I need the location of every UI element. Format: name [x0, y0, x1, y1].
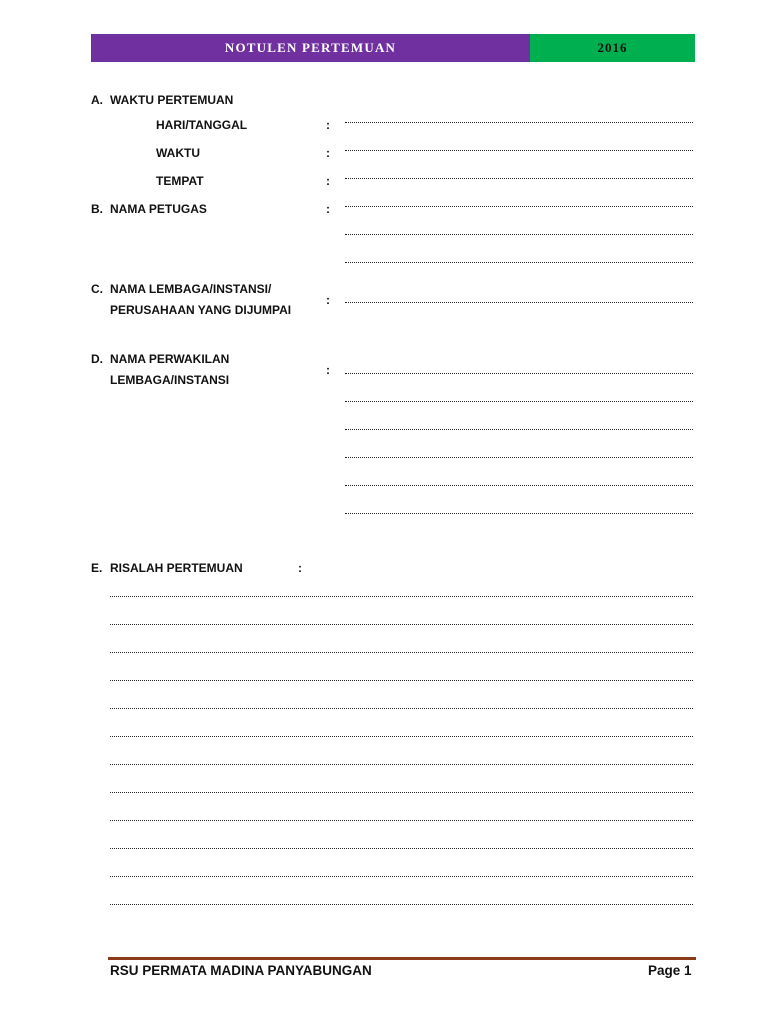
perwakilan-dotted-line[interactable]	[345, 373, 693, 374]
risalah-dotted-line[interactable]	[110, 596, 693, 597]
section-b-title: NAMA PETUGAS	[110, 202, 207, 216]
petugas-dotted-line[interactable]	[345, 206, 693, 207]
colon: :	[326, 293, 330, 307]
field-tempat-label: TEMPAT	[156, 174, 204, 188]
colon: :	[298, 561, 302, 575]
perwakilan-dotted-line[interactable]	[345, 429, 693, 430]
section-d-label: D.	[91, 352, 103, 366]
section-a-title: WAKTU PERTEMUAN	[110, 93, 234, 107]
colon: :	[326, 363, 330, 377]
perwakilan-dotted-line[interactable]	[345, 457, 693, 458]
risalah-dotted-line[interactable]	[110, 680, 693, 681]
section-a-label: A.	[91, 93, 103, 107]
field-hari-tanggal-dotted-line[interactable]	[345, 122, 693, 123]
section-c-title-line1: NAMA LEMBAGA/INSTANSI/	[110, 282, 272, 296]
footer-rule	[108, 957, 696, 960]
field-hari-tanggal-label: HARI/TANGGAL	[156, 118, 248, 132]
risalah-dotted-line[interactable]	[110, 792, 693, 793]
field-tempat-dotted-line[interactable]	[345, 178, 693, 179]
perwakilan-dotted-line[interactable]	[345, 485, 693, 486]
footer-organization: RSU PERMATA MADINA PANYABUNGAN	[110, 963, 372, 978]
document-year: 2016	[530, 34, 695, 62]
risalah-dotted-line[interactable]	[110, 764, 693, 765]
perwakilan-dotted-line[interactable]	[345, 401, 693, 402]
colon: :	[326, 146, 330, 160]
risalah-dotted-line[interactable]	[110, 904, 693, 905]
risalah-dotted-line[interactable]	[110, 820, 693, 821]
field-waktu-dotted-line[interactable]	[345, 150, 693, 151]
section-c-title-line2: PERUSAHAAN YANG DIJUMPAI	[110, 303, 292, 317]
document-title: NOTULEN PERTEMUAN	[91, 34, 530, 62]
perwakilan-dotted-line[interactable]	[345, 513, 693, 514]
colon: :	[326, 118, 330, 132]
risalah-dotted-line[interactable]	[110, 848, 693, 849]
section-c-label: C.	[91, 282, 103, 296]
section-b-label: B.	[91, 202, 103, 216]
section-d-title-line1: NAMA PERWAKILAN	[110, 352, 230, 366]
petugas-dotted-line[interactable]	[345, 234, 693, 235]
section-e-label: E.	[91, 561, 103, 575]
colon: :	[326, 174, 330, 188]
lembaga-dotted-line[interactable]	[345, 302, 693, 303]
risalah-dotted-line[interactable]	[110, 624, 693, 625]
risalah-dotted-line[interactable]	[110, 736, 693, 737]
section-e-title: RISALAH PERTEMUAN	[110, 561, 243, 575]
risalah-dotted-line[interactable]	[110, 708, 693, 709]
field-waktu-label: WAKTU	[156, 146, 200, 160]
header-band	[91, 34, 695, 62]
risalah-dotted-line[interactable]	[110, 876, 693, 877]
section-d-title-line2: LEMBAGA/INSTANSI	[110, 373, 230, 387]
colon: :	[326, 202, 330, 216]
petugas-dotted-line[interactable]	[345, 262, 693, 263]
footer-page-number: Page 1	[648, 963, 692, 978]
risalah-dotted-line[interactable]	[110, 652, 693, 653]
